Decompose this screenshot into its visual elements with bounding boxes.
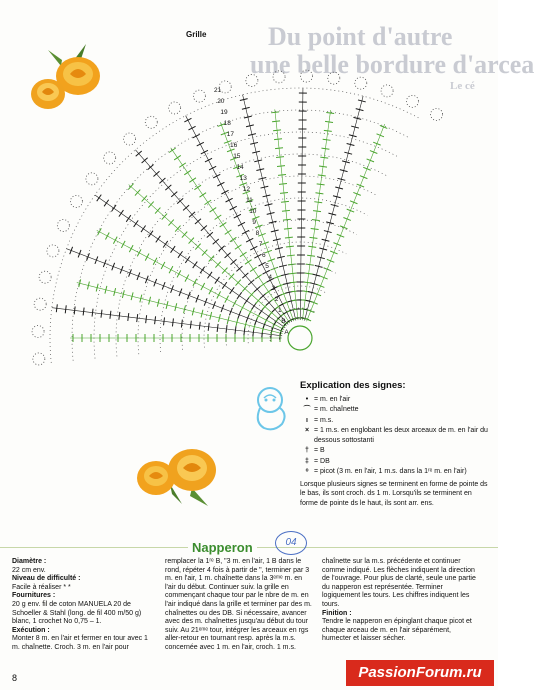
instructions-continued: chaînette sur la m.s. précédente et continuer comme indiqué. Les flèches indiquent la direction de l'ouvrage. Pour plus de clarté, seule une partie du napperon est représentée. Terminer logiquement les tours. Les chiffres indiquent les tours. (322, 558, 476, 608)
section-label: Diamètre : (12, 558, 47, 565)
bleed-through-text-2: une belle bordure d'arcea (250, 50, 534, 79)
bleed-through-text: Du point d'autre (268, 22, 453, 51)
spoke-line (275, 109, 298, 320)
picot-loop (169, 102, 181, 114)
spoke-line (95, 195, 285, 328)
picot-loop (39, 271, 51, 283)
bleed-through-text-3: Le cé (450, 80, 475, 92)
section-text: 22 cm env. (12, 566, 46, 574)
legend-item (300, 395, 490, 405)
picot-loop (273, 71, 285, 83)
row-number: 17 (226, 131, 235, 138)
page-number: 8 (12, 673, 18, 683)
row-number: 13 (239, 175, 247, 182)
crochet-chart (0, 70, 498, 410)
row-number: 11 (246, 197, 253, 204)
spoke-line (300, 88, 303, 320)
section-label: Exécution : (12, 626, 50, 634)
picot-loop (145, 116, 157, 128)
row-number: 8 (255, 230, 260, 237)
spoke-line (307, 124, 385, 321)
spoke-line (186, 116, 292, 322)
section-label: Fournitures : (12, 592, 56, 600)
row-number: 21 (214, 87, 222, 94)
row-number: 1 (278, 307, 282, 314)
picot-loop (33, 353, 45, 365)
legend-item (300, 426, 490, 445)
finition-text: Tendre le napperon en épinglant chaque picot et chaque arceau de m. en l'air séparément, humecter et laisser sécher. (322, 618, 472, 643)
spoke-line (97, 230, 284, 329)
legend-text: = picot (3 m. en l'air, 1 m.s. dans la 1ʳᵉ m. en l'air) (314, 468, 467, 475)
row-number: 10 (249, 208, 257, 215)
legend-item (300, 457, 490, 467)
row-number: 5 (265, 263, 269, 270)
row-number: 12 (242, 186, 251, 193)
section-text: 20 g env. fil de coton MANUELA 20 de Schoeller & Stahl (long. de fil 400 m/50 g) blanc, 1 crochet No 0,75 – 1. (12, 600, 142, 626)
row-number: 4 (268, 274, 273, 281)
section-text: Facile à réaliser * * (12, 583, 71, 591)
finition-label: Finition : (322, 609, 352, 617)
legend-item (300, 416, 490, 426)
row-number: 7 (258, 241, 263, 248)
spoke-line (77, 283, 286, 334)
spoke-line (302, 110, 330, 320)
chain-arc (270, 308, 314, 341)
legend-symbol: × (304, 427, 310, 434)
row-number: 19 (220, 109, 228, 116)
grille-label: Grille (186, 30, 207, 39)
legend-symbol: ı (306, 416, 308, 424)
legend-text: = m. en l'air (314, 395, 351, 403)
picot-loop (431, 108, 443, 120)
picot-loop (300, 70, 312, 82)
spoke-line (52, 308, 282, 336)
instructions-column-1 (12, 558, 157, 653)
legend-note: Lorsque plusieurs signes se terminent en forme de pointe ds le bas, ils sont croch. ds 1 m. Lorsqu'ils se terminent en forme de pointe ds le haut, ils sont arr. ens. (300, 480, 488, 507)
legend-text: = m. chaînette (314, 406, 359, 413)
picot-loop (328, 72, 340, 84)
instructions-column-3 (322, 558, 482, 644)
legend-text: = DB (314, 457, 330, 465)
legend-symbol: • (305, 395, 309, 403)
rose-illustration-bottom (132, 444, 222, 514)
handwritten-number: 04 (275, 531, 307, 555)
picot-loop (124, 133, 136, 145)
picot-loop (355, 77, 367, 89)
picot-loop (86, 173, 98, 185)
legend-item (300, 467, 490, 477)
picot-loop (193, 90, 205, 102)
legend (300, 381, 490, 508)
legend-title: Explication des signes: (300, 380, 406, 391)
picot-loop (47, 245, 59, 257)
row-number: 20 (217, 98, 225, 105)
picot-loop (104, 152, 116, 164)
row-number: B (281, 318, 286, 325)
instructions-column-2: remplacer la 1ʳᵉ B, "3 m. en l'air, 1 B dans le rond, répéter 4 fois à partir de ", terminer par 3 m. en l'air, 1 m. chaînette dans la 3ᵉᵐᵉ m. en l'air du début. Continuer suiv. la grille en commençant chaque tour par le nbre de m. en l'air indiqué dans la grille et terminer par des m. chaînettes ou des DB. Si nécessaire, avancer avec des m. chaînettes jusqu'au début du tour suiv. Au 21ᵉᵐᵉ tour, intégrer les arceaux en rgs aller-retour en tournant resp. après la m.s. concernée avec 1 m. en l'air, croch. 1 m.s. (165, 558, 312, 651)
picot-loop (381, 85, 393, 97)
legend-text: = B (314, 447, 325, 454)
row-number: A (284, 329, 289, 336)
row-number: 3 (271, 285, 276, 292)
row-number: 18 (223, 120, 231, 127)
row-number: 9 (252, 219, 257, 226)
center-ring (288, 326, 312, 350)
row-number: 16 (230, 142, 238, 149)
picot-loop (57, 220, 69, 232)
picot-loop (34, 298, 46, 310)
section-text: Monter 8 m. en l'air et fermer en tour avec 1 m. chaînette. Croch. 3 m. en l'air pour (12, 635, 148, 651)
article-title: Napperon (188, 540, 257, 555)
picot-loop (246, 74, 258, 86)
picot-loop (32, 326, 44, 338)
legend-item (300, 405, 490, 415)
picot-loop (70, 195, 82, 207)
legend-text: = 1 m.s. en englobant les deux arceaux de m. en l'air du dessous sottostanti (314, 427, 488, 444)
picot-loop (406, 95, 418, 107)
legend-symbol: ᵒ (305, 468, 309, 475)
row-number: 15 (233, 153, 241, 160)
legend-symbol: ⌒ (303, 406, 311, 413)
spoke-line (135, 150, 288, 325)
spoke-line (305, 96, 364, 320)
section-label: Niveau de difficulté : (12, 575, 81, 583)
row-number: 6 (262, 252, 266, 259)
legend-item (300, 446, 490, 456)
legend-symbol: † (305, 447, 309, 454)
watermark-banner: PassionForum.ru (346, 660, 494, 686)
stamp-illustration (244, 378, 300, 434)
row-number: 14 (236, 164, 244, 171)
row-number: 2 (274, 296, 279, 303)
legend-text: = m.s. (314, 416, 334, 424)
spoke-line (66, 249, 286, 332)
legend-symbol: ‡ (305, 457, 309, 465)
